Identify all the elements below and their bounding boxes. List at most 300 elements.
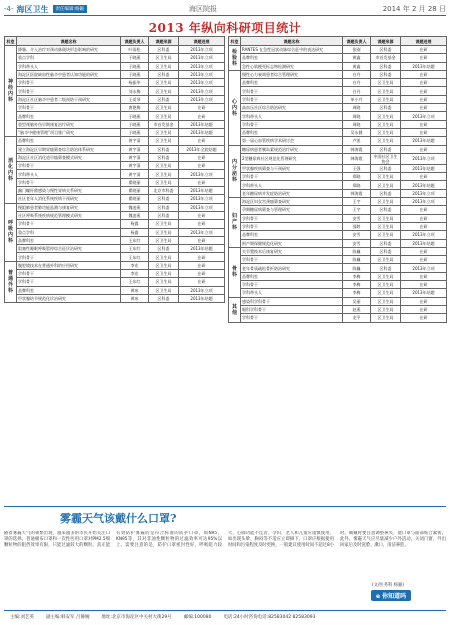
table-row (5, 236, 225, 244)
progress-cell: 在研 (401, 214, 447, 222)
article-author: (文/医务科 杨颖) (372, 583, 404, 588)
source-cell: 区卫生局 (149, 286, 179, 294)
table-row (229, 164, 447, 172)
source-cell: 区卫生局 (149, 261, 179, 269)
leader-cell: 卢凯 (343, 137, 371, 145)
project-name-cell: 重型颅脑外伤早期康复治疗研究 (17, 120, 121, 128)
table-row (5, 253, 225, 261)
source-cell: 区卫生局 (149, 253, 179, 261)
source-cell: 区卫生局 (371, 222, 401, 230)
source-cell: 中国社区卫生协会 (371, 153, 401, 164)
progress-cell: 在研 (179, 211, 225, 219)
table-row (229, 198, 447, 206)
project-name-cell: 学科骨干 (241, 95, 343, 103)
table-row (5, 286, 225, 294)
project-name-cell: 学科带头人 (241, 181, 343, 189)
leader-cell: 安雪 (343, 214, 371, 222)
project-name-cell: 糖尿病患者胰岛素规范治疗研究 (241, 145, 343, 153)
table-row (5, 195, 225, 203)
project-name-cell: 学科骨干 (17, 220, 121, 228)
table-row (229, 54, 447, 62)
progress-cell: 在研 (179, 112, 225, 120)
project-name-cell: 学科带头人 (241, 112, 343, 120)
source-cell: 区卫生局 (149, 112, 179, 120)
progress-cell: 2013年立项 (179, 79, 225, 87)
source-cell: 区卫生局 (149, 236, 179, 244)
progress-cell: 2013年结题 (179, 120, 225, 128)
progress-cell: 2013年立项 (401, 264, 447, 272)
source-cell: 区卫生局 (371, 305, 401, 313)
leader-cell: 魏凌燕 (121, 203, 149, 211)
table-row (5, 170, 225, 178)
leader-cell: 李宏 (121, 270, 149, 278)
leader-cell: 李梅 (343, 272, 371, 280)
leader-cell: 唐艳梅 (121, 104, 149, 112)
project-name-cell: 品牌科室 (17, 112, 121, 120)
leader-cell: 叶雨松 (121, 46, 149, 54)
progress-cell: 在研 (179, 137, 225, 145)
col-header: 课题来源 (149, 37, 179, 46)
leader-cell: 于晓燕 (121, 62, 149, 70)
progress-cell: 在研 (179, 236, 225, 244)
leader-cell: 于晓燕 (121, 120, 149, 128)
project-name-cell: 甲状腺结节规范化诊治研究 (17, 294, 121, 302)
leader-cell: 黄宇清 (121, 145, 149, 153)
leader-cell: 于晓燕 (121, 54, 149, 62)
source-cell: 区卫生局 (371, 173, 401, 181)
project-name-cell: 学科带头人 (241, 289, 343, 297)
paper-name: 海区卫生 (16, 3, 49, 14)
leader-cell: 翟晓丽 (121, 195, 149, 203)
source-cell: 北京市科委 (149, 187, 179, 195)
dept-label: 内分泌科 (232, 159, 238, 184)
table-row (229, 120, 447, 128)
project-name-cell: 品牌科室 (241, 79, 343, 87)
project-name-cell: 学科骨干 (241, 87, 343, 95)
source-cell: 区卫生局 (149, 62, 179, 70)
project-table-left (4, 36, 225, 303)
footer-phone: 电话:24小时咨询电话:82583042 82583093 (223, 614, 316, 620)
table-row (5, 162, 225, 170)
dept-cell (5, 46, 17, 137)
progress-cell: 在研 (401, 256, 447, 264)
leader-cell: 杨露 (121, 220, 149, 228)
table-row (5, 137, 225, 145)
article-divider (4, 506, 446, 507)
progress-cell: 2013年立项 (179, 228, 225, 236)
leader-cell: 陈巍 (343, 256, 371, 264)
leader-cell: 赵燕 (343, 305, 371, 313)
source-cell: 区卫生局 (371, 314, 401, 322)
source-cell: 区卫生局 (371, 272, 401, 280)
progress-cell: 2013年结题 (179, 245, 225, 253)
leader-cell: 安雪 (343, 239, 371, 247)
source-cell: 区卫生局 (371, 289, 401, 297)
progress-cell: 2013年立项 (401, 189, 447, 197)
progress-cell: 2013年立项 (179, 54, 225, 62)
leader-cell: 陈巍 (343, 247, 371, 255)
source-cell: 区卫生局 (371, 95, 401, 103)
progress-cell: 2013年结题 (179, 128, 225, 136)
source-cell: 区科委 (371, 104, 401, 112)
footer-address: 地址:北京市海淀区中关村大街29号 (101, 614, 172, 620)
table-row (5, 62, 225, 70)
col-header: 科室 (6, 38, 15, 44)
table-row (229, 46, 447, 54)
progress-cell: 在研 (401, 247, 447, 255)
source-cell: 区卫生局 (371, 281, 401, 289)
table-row (229, 206, 447, 214)
col-header: 课题来源 (371, 37, 401, 46)
project-name-cell: 2型糖尿病社区规范化管理研究 (241, 153, 343, 164)
table-row (5, 46, 225, 54)
project-name-cell: 品牌科室 (241, 272, 343, 280)
leader-cell: 黄冰 (121, 294, 149, 302)
project-name-cell: 学科骨干 (241, 314, 343, 322)
table-row (229, 112, 447, 120)
dept-label: 普通外科 (8, 269, 14, 294)
table-row (229, 62, 447, 70)
table-row (229, 297, 447, 305)
progress-cell: 2013年立项 (179, 95, 225, 103)
leader-cell: 于晓燕 (121, 128, 149, 136)
project-name-cell: 学科骨干 (17, 253, 121, 261)
progress-cell: 2013年立项 (179, 195, 225, 203)
project-name-cell: 学科骨干 (17, 270, 121, 278)
progress-cell: 2013年结题 (179, 294, 225, 302)
source-cell: 区卫生局 (371, 112, 401, 120)
table-row (229, 128, 447, 136)
source-cell: 区科委 (149, 145, 179, 153)
table-row (5, 261, 225, 269)
project-name-cell: 高血压社区综合防治研究 (241, 104, 343, 112)
leader-cell: 王东红 (121, 245, 149, 253)
progress-cell: 在研 (401, 54, 447, 62)
dept-cell (229, 145, 241, 197)
progress-cell: 2013年结题 (179, 187, 225, 195)
col-header: 课题负责人 (343, 37, 371, 46)
source-cell: 区科委 (149, 211, 179, 219)
leader-cell: 韩海霞 (343, 189, 371, 197)
table-row (229, 239, 447, 247)
leader-cell: 韩海霞 (343, 153, 371, 164)
table-row (5, 278, 225, 286)
table-row (5, 153, 225, 161)
project-name-cell: 眼科学科骨干 (241, 305, 343, 313)
leader-cell: 张刚 (343, 46, 371, 54)
table-row (5, 270, 225, 278)
progress-cell: 2013年立项 (179, 170, 225, 178)
page-number: -4- (4, 5, 14, 13)
leader-cell: 单小丹 (343, 95, 371, 103)
leader-cell: 杨露 (121, 228, 149, 236)
leader-cell: 杨振华 (121, 79, 149, 87)
leader-cell: 王宇 (343, 206, 371, 214)
project-name-cell: 学科骨干 (17, 87, 121, 95)
col-header: 课题进展 (401, 37, 447, 46)
leader-cell: 翟晓丽 (121, 178, 149, 186)
dept-cell (229, 46, 241, 71)
source-cell: 区科委 (371, 70, 401, 78)
progress-cell: 在研 (179, 220, 225, 228)
table-row (229, 104, 447, 112)
progress-cell: 2013年立项 (401, 198, 447, 206)
leader-cell: 韩海霞 (343, 145, 371, 153)
table-row (229, 181, 447, 189)
table-row (5, 95, 225, 103)
project-name-cell: 关节置换术后康复研究 (241, 247, 343, 255)
project-name-cell: 老年糖尿病并发症防治研究 (241, 189, 343, 197)
source-cell: 区卫生局 (149, 178, 179, 186)
table-row (5, 87, 225, 95)
table-row (229, 289, 447, 297)
table-row (5, 112, 225, 120)
progress-cell: 2013年全院结题 (179, 145, 225, 153)
source-cell: 区卫生局 (149, 104, 179, 112)
leader-cell: 周晓 (343, 104, 371, 112)
table-row (229, 189, 447, 197)
project-name-cell: 重点学科 (17, 228, 121, 236)
leader-cell: 黄宇清 (121, 153, 149, 161)
project-name-cell: 学科骨干 (17, 278, 121, 286)
progress-cell: 在研 (401, 87, 447, 95)
footer-deputy: 副主编:韩安军 吕静婉 (46, 614, 90, 620)
leader-cell: 魏凌燕 (121, 211, 149, 219)
leader-cell: 陈巍 (343, 264, 371, 272)
project-name-cell: 品牌科室 (241, 231, 343, 239)
source-cell: 区科委 (149, 203, 179, 211)
table-row (229, 70, 447, 78)
dept-cell (229, 198, 241, 248)
source-cell: 区科委 (149, 195, 179, 203)
project-name-cell: 急性心肌梗死标志物检测研究 (241, 62, 343, 70)
project-name-cell: 重点学科 (17, 54, 121, 62)
table-row (5, 187, 225, 195)
progress-cell: 2013年结题 (401, 181, 447, 189)
table-row (5, 54, 225, 62)
project-name-cell: 建立海淀区早期胃癌筛查综合防治体系研究 (17, 145, 121, 153)
project-name-cell: “脑卒中健康管理”项目推广研究 (17, 128, 121, 136)
source-cell: 区卫生局 (371, 198, 401, 206)
leader-cell: 黄鑫 (343, 54, 371, 62)
dept-cell (5, 137, 17, 203)
table-row (5, 120, 225, 128)
dept-label: 呼吸内科 (8, 220, 14, 245)
dept-label: 妇产科 (232, 213, 238, 232)
source-cell: 区科委 (149, 70, 179, 78)
source-cell: 区卫生局 (371, 137, 401, 145)
leader-cell: 周晓 (343, 120, 371, 128)
source-cell: 区卫生局 (149, 220, 179, 228)
footer-editor: 主编:刘艺英 (10, 614, 35, 620)
project-name-cell: 学科骨干 (241, 222, 343, 230)
source-cell: 区卫生局 (149, 87, 179, 95)
leader-cell: 郑晓 (343, 173, 371, 181)
table-row (229, 231, 447, 239)
table-header-row (229, 37, 447, 46)
masthead (4, 3, 446, 16)
issue-date: 2014 年 2 月 28 日 (382, 5, 446, 13)
dept-label: 心内科 (232, 98, 238, 117)
table-row (229, 137, 447, 145)
leader-cell: 翟晓丽 (121, 187, 149, 195)
source-cell: 区科委 (149, 153, 179, 161)
progress-cell: 在研 (179, 253, 225, 261)
leader-cell: 王爱琴 (121, 95, 149, 103)
leader-cell: 黄宇清 (121, 170, 149, 178)
project-name-cell: 学科骨干 (241, 214, 343, 222)
progress-cell: 在研 (401, 128, 447, 136)
source-cell: 区科委 (149, 294, 179, 302)
header-center-title: 海区院报 (189, 5, 217, 13)
source-cell: 区科委 (371, 145, 401, 153)
table-row (5, 245, 225, 253)
source-cell: 市首发基金 (149, 120, 179, 128)
source-cell: 区卫生局 (371, 87, 401, 95)
project-table-right (228, 36, 447, 323)
project-name-cell: 学科骨干 (17, 178, 121, 186)
dept-cell (5, 261, 17, 302)
leader-cell: 王强 (343, 164, 371, 172)
project-name-cell: 腹腔镜技术在普通外科的应用研究 (17, 261, 121, 269)
dept-label: 其他 (232, 303, 238, 316)
table-body (229, 46, 447, 323)
footer-postcode: 邮编:100080 (183, 614, 212, 620)
table-row (229, 256, 447, 264)
source-cell: 区卫生局 (149, 79, 179, 87)
leader-cell: 李宏 (121, 261, 149, 269)
source-cell: 区科委 (371, 46, 401, 54)
source-cell: 市首发基金 (371, 54, 401, 62)
dept-cell (5, 203, 17, 261)
table-row (229, 222, 447, 230)
leader-cell: 王东红 (121, 253, 149, 261)
project-name-cell: 感染科学科骨干 (241, 297, 343, 305)
table-row (229, 314, 447, 322)
col-header: 课题进展 (179, 37, 225, 46)
table-header-row (5, 37, 225, 46)
source-cell: 区科委 (149, 245, 179, 253)
page-title: 2013 年纵向科研项目统计 (148, 21, 302, 35)
source-cell: 区科委 (149, 46, 179, 54)
project-name-cell: 慢阻肺患者肺功能监测与康复研究 (17, 203, 121, 211)
progress-cell: 在研 (401, 272, 447, 280)
leader-cell: 黄宇清 (121, 162, 149, 170)
table-row (229, 305, 447, 313)
progress-cell: 2013年结题 (401, 289, 447, 297)
col-header: 课题负责人 (121, 37, 149, 46)
progress-cell: 2013年立项 (179, 87, 225, 95)
progress-cell: 在研 (401, 104, 447, 112)
leader-cell: 安雪 (343, 231, 371, 239)
table-row (229, 214, 447, 222)
table-row (5, 70, 225, 78)
project-name-cell: 慢性心力衰竭患者综合管理研究 (241, 70, 343, 78)
progress-cell: 2013年立项 (179, 70, 225, 78)
table-row (229, 247, 447, 255)
project-name-cell: 老年骨质疏松骨折防治研究 (241, 264, 343, 272)
project-name-cell: 学科骨干 (17, 104, 121, 112)
project-name-cell: 学科骨干 (241, 173, 343, 181)
project-name-cell: RANTES 在急性冠状动脉综合征中的表达研究 (241, 46, 343, 54)
leader-cell: 吴丽 (343, 297, 371, 305)
project-name-cell: 海淀区社区脑卒中患者二级预防干预研究 (17, 95, 121, 103)
did-you-know-badge: e 你知道吗 (371, 590, 411, 601)
progress-cell: 2013年结题 (401, 62, 447, 70)
progress-cell: 在研 (179, 104, 225, 112)
leader-cell: 李梅 (343, 289, 371, 297)
leader-cell: 邵婷 (343, 222, 371, 230)
source-cell: 区科委 (371, 189, 401, 197)
progress-cell: 2013年结题 (401, 239, 447, 247)
leader-cell: 白丹 (343, 70, 371, 78)
source-cell: 区卫生局 (371, 256, 401, 264)
project-name-cell: 降脂、介入治疗对颈动脉斑块形态影响的研究 (17, 46, 121, 54)
dept-cell (229, 297, 241, 322)
project-name-cell: 甲状腺疾病筛查与干预研究 (241, 164, 343, 172)
project-name-cell: 阻塞性睡眠呼吸暂停综合征诊治研究 (17, 245, 121, 253)
project-name-cell: 学科带头人 (17, 170, 121, 178)
table-row (229, 153, 447, 164)
progress-cell: 在研 (179, 270, 225, 278)
source-cell: 区卫生局 (371, 120, 401, 128)
project-name-cell: 幽门螺杆菌感染与慢性胃病关系研究 (17, 187, 121, 195)
leader-cell: 吴永健 (343, 128, 371, 136)
table-row (5, 220, 225, 228)
progress-cell: 在研 (179, 278, 225, 286)
source-cell: 区卫生局 (149, 162, 179, 170)
project-name-cell: 品牌科室 (17, 236, 121, 244)
table-row (229, 173, 447, 181)
table-row (229, 145, 447, 153)
progress-cell: 在研 (401, 79, 447, 87)
source-cell: 区卫生局 (371, 214, 401, 222)
source-cell: 区卫生局 (371, 231, 401, 239)
progress-cell: 2013年立项 (179, 203, 225, 211)
project-name-cell: 学科骨干 (17, 79, 121, 87)
dept-label: 检验科 (232, 48, 238, 67)
progress-cell: 在研 (179, 162, 225, 170)
project-name-cell: 围产期保健规范化研究 (241, 239, 343, 247)
source-cell: 区科委 (371, 206, 401, 214)
col-header: 科室 (230, 38, 239, 44)
table-row (229, 264, 447, 272)
source-cell: 区科委 (149, 95, 179, 103)
source-cell: 区卫生局 (371, 128, 401, 136)
source-cell: 区卫生局 (149, 137, 179, 145)
table-row (229, 87, 447, 95)
source-cell: 区卫生局 (371, 79, 401, 87)
article-title: 雾霾天气该戴什么口罩? (60, 512, 177, 525)
progress-cell: 在研 (401, 206, 447, 214)
table-body (5, 46, 225, 303)
project-name-cell: 学科骨干 (241, 256, 343, 264)
progress-cell: 在研 (401, 173, 447, 181)
project-name-cell: 海淀区医院缺血性脑卒中患者认知功能的研究 (17, 70, 121, 78)
source-cell: 区卫生局 (149, 228, 179, 236)
leader-cell: 李梅 (343, 281, 371, 289)
progress-cell: 在研 (401, 281, 447, 289)
table-row (5, 128, 225, 136)
project-name-cell: 第一届心血管疾病学术研讨会 (241, 137, 343, 145)
progress-cell: 2013年立项 (179, 62, 225, 70)
table-row (5, 211, 225, 219)
dept-label: 消化内科 (8, 157, 14, 182)
article-body: 随着雾霾天气的频繁出现，越来越多的市民开始关注口罩的选择。普通棉布口罩和一次性医用口罩对PM2.5细颗粒物的阻挡效果有限，只能过滤较大的颗粒。真正能有效防护雾霾的是符合标准的防护口罩，如N95、KN95等，其对非油性颗粒物的过滤效率可达95%以上。需要注意的是，防护口罩密封性好，呼吸阻力较大，心肺功能不佳者、孕妇、老人和儿童应谨慎使用，如出现头晕、胸闷等不适应立即摘下。口罩应根据使用时间和污染程度及时更换，一般建议使用时间不超过8小时。佩戴时要注意调整鼻夹，使口罩与面部贴合紧密。此外，雾霾天气应尽量减少户外活动，关闭门窗，外出回家后及时洗脸、漱口，清洁鼻腔。 (4, 531, 446, 549)
progress-cell: 在研 (401, 314, 447, 322)
source-cell: 区科委 (371, 247, 401, 255)
project-name-cell: 品牌科室 (17, 286, 121, 294)
